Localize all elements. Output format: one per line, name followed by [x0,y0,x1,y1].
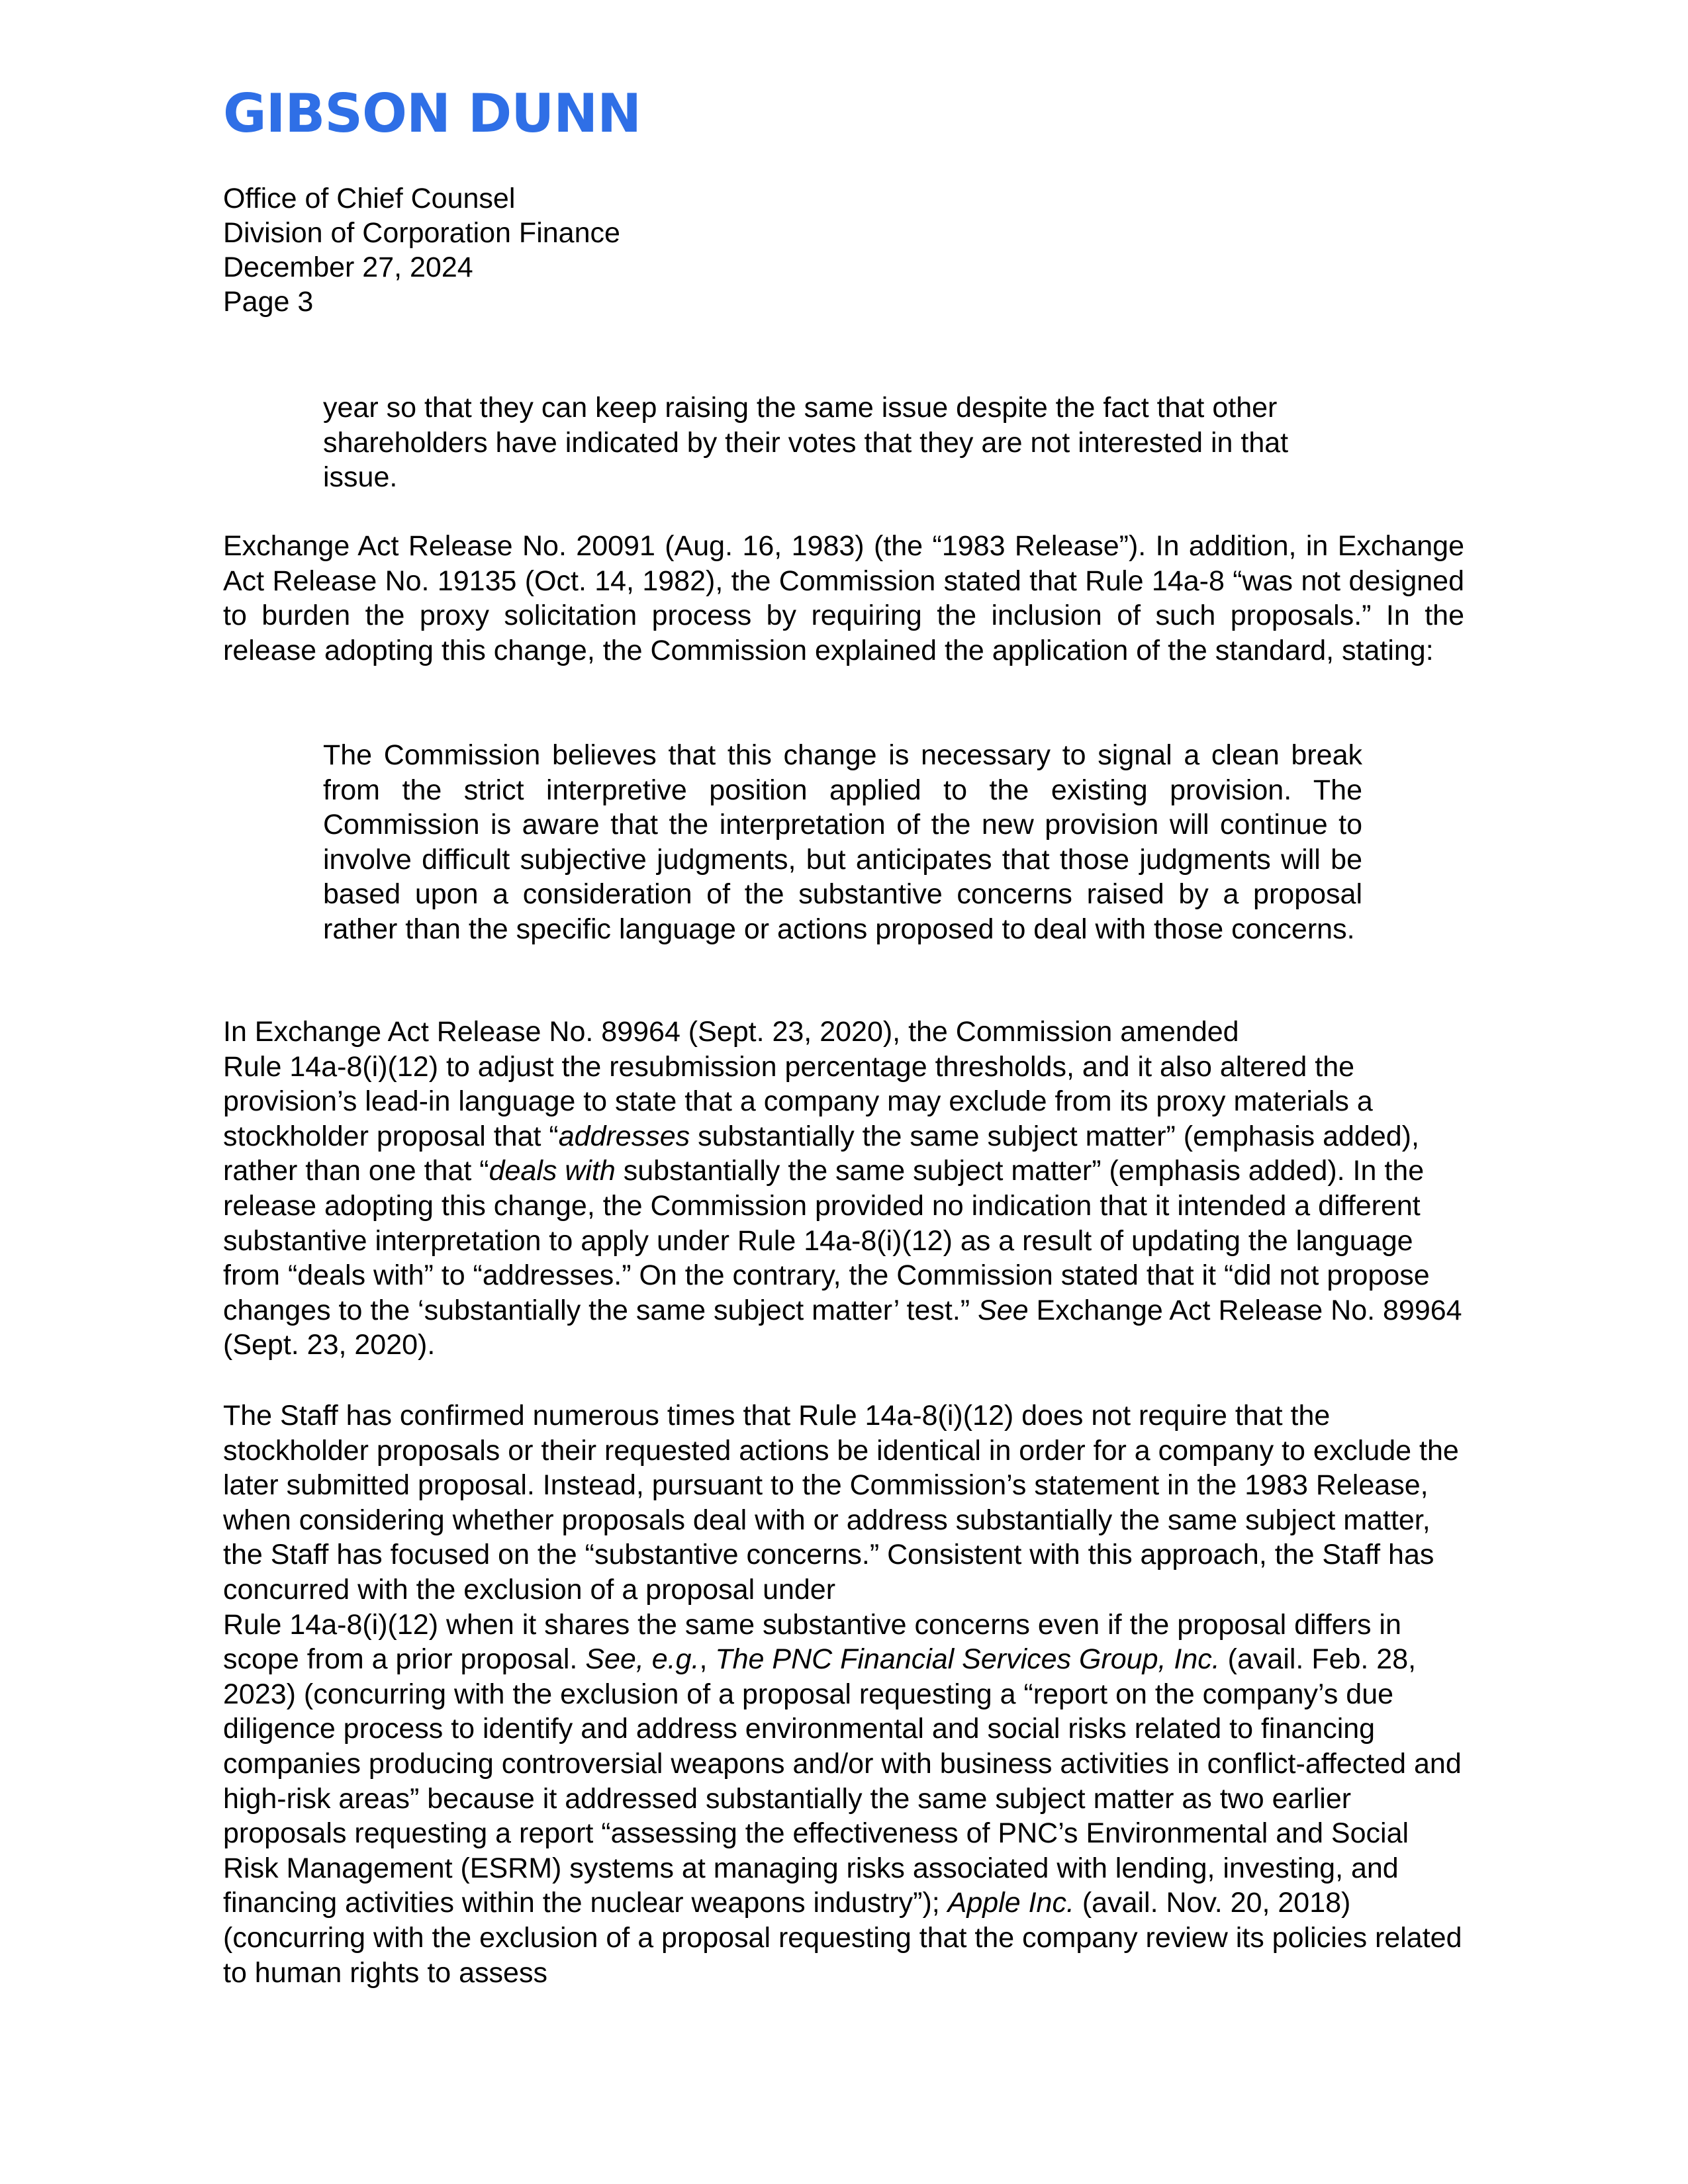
paragraph-1: Exchange Act Release No. 20091 (Aug. 16, 1983) (the “1983 Release”). In addition, in Exchange Act Release No. 19135 (Oct. 14, 1982), the Commission stated that Rule 14a-8 “was not designed to burden the proxy solicitation process by requiring the inclusion of such proposals.” In the release adopting this change, the Commission explained the application of the standard, stating: [223,530,1464,666]
letterhead [223,181,620,319]
emphasis-deals-with: deals with [489,1155,616,1187]
firm-logo: GIBSON DUNN [223,83,641,144]
paragraph-2-text: Rule 14a-8(i)(12) to adjust the resubmission percentage thresholds, and it also altered the provision’s lead-in language to state that a company may exclude from its proxy materials a stockholder proposal that “ [223,1050,1373,1152]
case-name-apple: Apple Inc. [947,1887,1074,1919]
paragraph-3-text: (avail. Feb. 28, 2023) (concurring with the exclusion of a proposal requesting a “report on the company’s due diligence process to identify and address environmental and social risks related to financing companies producing controversial weapons and/or with business activities in conflict-affected and high-risk areas” because it addressed substantially the same subject matter as two earlier proposals requesting a report “assessing the effectiveness of PNC’s Environmental and Social Risk Management (ESRM) systems at managing risks associated with lending, investing, and financing activities within the nuclear weapons industry”); [223,1643,1462,1919]
paragraph-2-text: substantially the same subject matter” (emphasis added). In the release adopting this change, the Commission provided no indication that it intended a different substantive interpretation to apply under Rule 14a-8(i)(12) as a result of updating the language from “deals with” to “addresses.” On the contrary, the Commission stated that it “did not propose changes to the ‘substantially the same subject matter’ test.” [223,1155,1430,1326]
block-quote-1: year so that they can keep raising the same issue despite the fact that other shareholders have indicated by their votes that they are not interested in that issue. [323,392,1289,494]
paragraph-3 [223,1398,1464,1990]
paragraph-3-text: , [699,1643,716,1676]
emphasis-addresses: addresses [558,1120,690,1152]
letterhead-date: December 27, 2024 [223,251,473,283]
paragraph-3-text: Rule 14a-8(i)(12) when it shares the same substantive concerns even if the proposal differs in scope from a prior proposal. [223,1608,1401,1676]
paragraph-3-text: (avail. Nov. 20, 2018) (concurring with the exclusion of a proposal requesting that the company review its policies related to human rights to assess [223,1887,1462,1989]
letterhead-page-number: Page 3 [223,286,314,318]
citation-signal-see-eg: See, e.g. [585,1643,700,1676]
paragraph-3-text: The Staff has confirmed numerous times that Rule 14a-8(i)(12) does not require that the stockholder proposals or their requested actions be identical in order for a company to exclude the later submitted proposal. Instead, pursuant to the Commission’s statement in the 1983 Release, when considering whether proposals deal with or address substantially the same subject matter, the Staff has focused on the “substantive concerns.” Consistent with this approach, the Staff has concurred with the exclusion of a proposal under [223,1400,1459,1606]
letterhead-office: Office of Chief Counsel [223,183,516,214]
paragraph-2-text: substantially the same subject matter” (emphasis added), rather than one that “ [223,1120,1419,1187]
block-quote-2: The Commission believes that this change is necessary to signal a clean break from the strict interpretive position applied to the existing provision. The Commission is aware that the interpretation of the new provision will continue to involve difficult subjective judgments, but anticipates that those judgments will be based upon a consideration of the substantive concerns raised by a proposal rather than the specific language or actions proposed to deal with those concerns. [323,739,1362,945]
paragraph-2-line-1: In Exchange Act Release No. 89964 (Sept. 23, 2020), the Commission amended [223,1016,1239,1048]
case-name-pnc: The PNC Financial Services Group, Inc. [715,1643,1220,1676]
paragraph-2 [223,1015,1464,1363]
paragraph-2-text: Exchange Act Release No. 89964 (Sept. 23, 2020). [223,1294,1462,1361]
citation-signal-see: See [978,1294,1029,1326]
letterhead-division: Division of Corporation Finance [223,217,620,249]
